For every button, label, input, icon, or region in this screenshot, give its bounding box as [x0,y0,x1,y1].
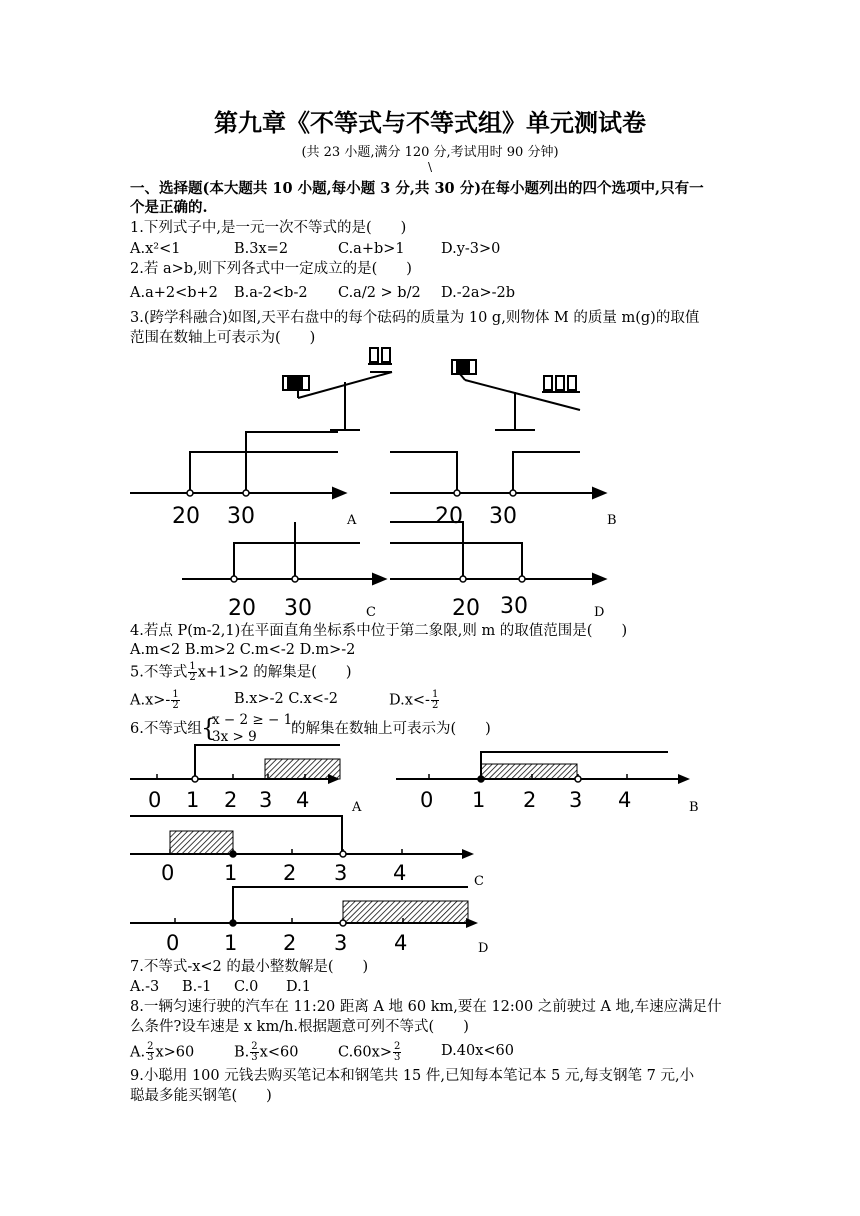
q1-option-c: C.a+b>1 [338,241,405,257]
q6d-tick-label-1: 1 [224,931,238,955]
q6c-tick-label-3: 3 [334,861,348,885]
q6d-point-3 [340,920,346,926]
q3d-point-20 [460,576,466,582]
q6a-tick-label-2: 2 [224,788,238,812]
q2-option-d: D.-2a>-2b [441,285,516,301]
q6-stem-post: 的解集在数轴上可表示为( ) [291,721,491,737]
q6-stem-pre: 6.不等式组 [130,721,202,737]
q1-option-b: B.3x=2 [234,241,289,257]
q6-choice-a: A [352,800,362,815]
q1-option-d: D.y-3>0 [441,241,501,257]
q6b-tick-label-0: 0 [420,788,434,812]
q3b-point-30 [510,490,516,496]
q7-option-c: C.0 [234,979,259,995]
q5-stem: 5.不等式 $\frac{1}{2}$ x+1>2 的解集是( ) [130,661,352,683]
q7-option-b: B.-1 [182,979,212,995]
section-heading-line1: 一、选择题(本大题共 10 小题,每小题 3 分,共 30 分)在每小题列出的四个选项中,只有一 [130,180,704,197]
q6a-hatch [265,759,340,779]
q6b-arrow [678,774,690,784]
q1-stem: 1.下列式子中,是一元一次不等式的是( ) [130,220,407,236]
q3a-line-20 [190,452,338,493]
q6b-point-1 [478,776,484,782]
q8-option-a: A. $\frac{2}{3}$ x>60 [130,1041,195,1063]
q7-stem: 7.不等式-x<2 的最小整数解是( ) [130,959,369,975]
q2-option-b: B.a-2<b-2 [234,285,308,301]
q3b-arrow [593,488,605,498]
q6b-tick-label-3: 3 [569,788,583,812]
q3a-label-20: 20 [172,504,200,529]
q3-choice-b: B [607,513,617,528]
q6d-tick-label-0: 0 [166,931,180,955]
q7-option-a: A.-3 [130,979,160,995]
q3d-point-30 [519,576,525,582]
q6a-tick-label-0: 0 [148,788,162,812]
q6b-point-3 [575,776,581,782]
q2-stem: 2.若 a>b,则下列各式中一定成立的是( ) [130,261,412,277]
q6d-tick-label-2: 2 [283,931,297,955]
balance-scale-2 [452,360,580,430]
q3-stem-line1: 3.(跨学科融合)如图,天平右盘中的每个砝码的质量为 10 g,则物体 M 的质量 m(g)的取值 [130,310,700,326]
q3d-line-20 [390,543,522,579]
q3a-point-20 [187,490,193,496]
q5-option-a: A.x>- $\frac{1}{2}$ [130,689,179,711]
q6c-arrow [462,849,474,859]
balance-scale-1 [283,348,392,430]
q3b-line-20 [390,452,457,493]
q3c-label-30: 30 [284,596,312,621]
q6c-line [130,816,342,854]
q6c-tick-label-4: 4 [393,861,407,885]
q6b-tick-label-2: 2 [523,788,537,812]
q8-option-c: C.60x> $\frac{2}{3}$ [338,1041,401,1063]
q3b-label-30: 30 [489,504,517,529]
q3a-label-30: 30 [227,504,255,529]
q3-choice-c: C [366,605,376,620]
q3a-arrow [333,488,345,498]
q3b-point-20 [454,490,460,496]
q3c-label-20: 20 [228,596,256,621]
q6-brace: { [201,714,217,742]
q6b-tick-label-4: 4 [618,788,632,812]
q8-option-d: D.40x<60 [441,1043,514,1059]
q6-system-eq1: x − 2 ≥ − 1, [212,712,297,728]
q6-axes [130,745,690,928]
q6b-hatch [481,764,577,779]
q3d-arrow [593,574,605,584]
q6-choice-d: D [478,941,489,956]
q6a-tick-label-4: 4 [296,788,310,812]
q2-option-c: C.a/2 > b/2 [338,285,421,301]
q3a-point-30 [243,490,249,496]
q6c-tick-label-0: 0 [161,861,175,885]
q6b-tick-label-1: 1 [472,788,486,812]
q4-stem: 4.若点 P(m-2,1)在平面直角坐标系中位于第二象限,则 m 的取值范围是( ) [130,623,628,639]
page-title: 第九章《不等式与不等式组》单元测试卷 [214,108,646,137]
stray-mark: \ [428,160,433,174]
q5-fraction: $\frac{1}{2}$ [189,661,196,683]
q3c-arrow [373,574,385,584]
q5-option-bc: B.x>-2 C.x<-2 [234,691,338,707]
section-heading-line2: 个是正确的. [130,199,208,216]
q3b-line-30 [513,452,580,493]
q6a-tick-label-3: 3 [259,788,273,812]
q2-option-a: A.a+2<b+2 [130,285,218,301]
q6-choice-b: B [689,800,699,815]
q3-choice-a: A [347,513,357,528]
q3-stem-line2: 范围在数轴上可表示为( ) [130,330,316,346]
q6c-tick-label-1: 1 [224,861,238,885]
q6-choice-c: C [474,874,484,889]
q9-stem-line2: 聪最多能买钢笔( ) [130,1088,272,1104]
q3a-line-30 [246,432,338,493]
q8-stem-line2: 么条件?设车速是 x km/h.根据题意可列不等式( ) [130,1019,469,1035]
q6c-hatch [170,831,233,854]
q6d-tick-label-3: 3 [334,931,348,955]
q3c-point-30 [292,576,298,582]
q3d-line-30 [390,522,463,579]
q4-options: A.m<2 B.m>2 C.m<-2 D.m>-2 [130,642,356,658]
q3-axes [130,432,605,584]
q8-stem-line1: 8.一辆匀速行驶的汽车在 11:20 距离 A 地 60 km,要在 12:00 之前驶过 A 地,车速应满足什 [130,999,722,1015]
q3d-label-20: 20 [452,596,480,621]
q7-option-d: D.1 [286,979,311,995]
page-subtitle: (共 23 小题,满分 120 分,考试用时 90 分钟) [301,145,559,160]
q6c-point-1 [230,851,236,857]
q6-system-eq2: 3x > 9 [212,729,257,745]
q6a-tick-label-1: 1 [186,788,200,812]
q3-choice-d: D [594,605,605,620]
q3c-line-20 [234,543,360,579]
q8-option-b: B. $\frac{2}{3}$ x<60 [234,1041,299,1063]
q6a-point-1 [192,776,198,782]
q3b-label-20: 20 [435,504,463,529]
q3d-label-30: 30 [500,594,528,619]
q6c-tick-label-2: 2 [283,861,297,885]
q9-stem-line1: 9.小聪用 100 元钱去购买笔记本和钢笔共 15 件,已知每本笔记本 5 元,每支钢笔 7 元,小 [130,1068,695,1084]
q6d-tick-label-4: 4 [394,931,408,955]
q6d-point-1 [230,920,236,926]
q1-option-a: A.x²<1 [130,241,181,257]
q3c-point-20 [231,576,237,582]
q6c-point-3 [340,851,346,857]
q5-option-d: D.x<- $\frac{1}{2}$ [389,689,439,711]
q6d-hatch [343,901,468,923]
